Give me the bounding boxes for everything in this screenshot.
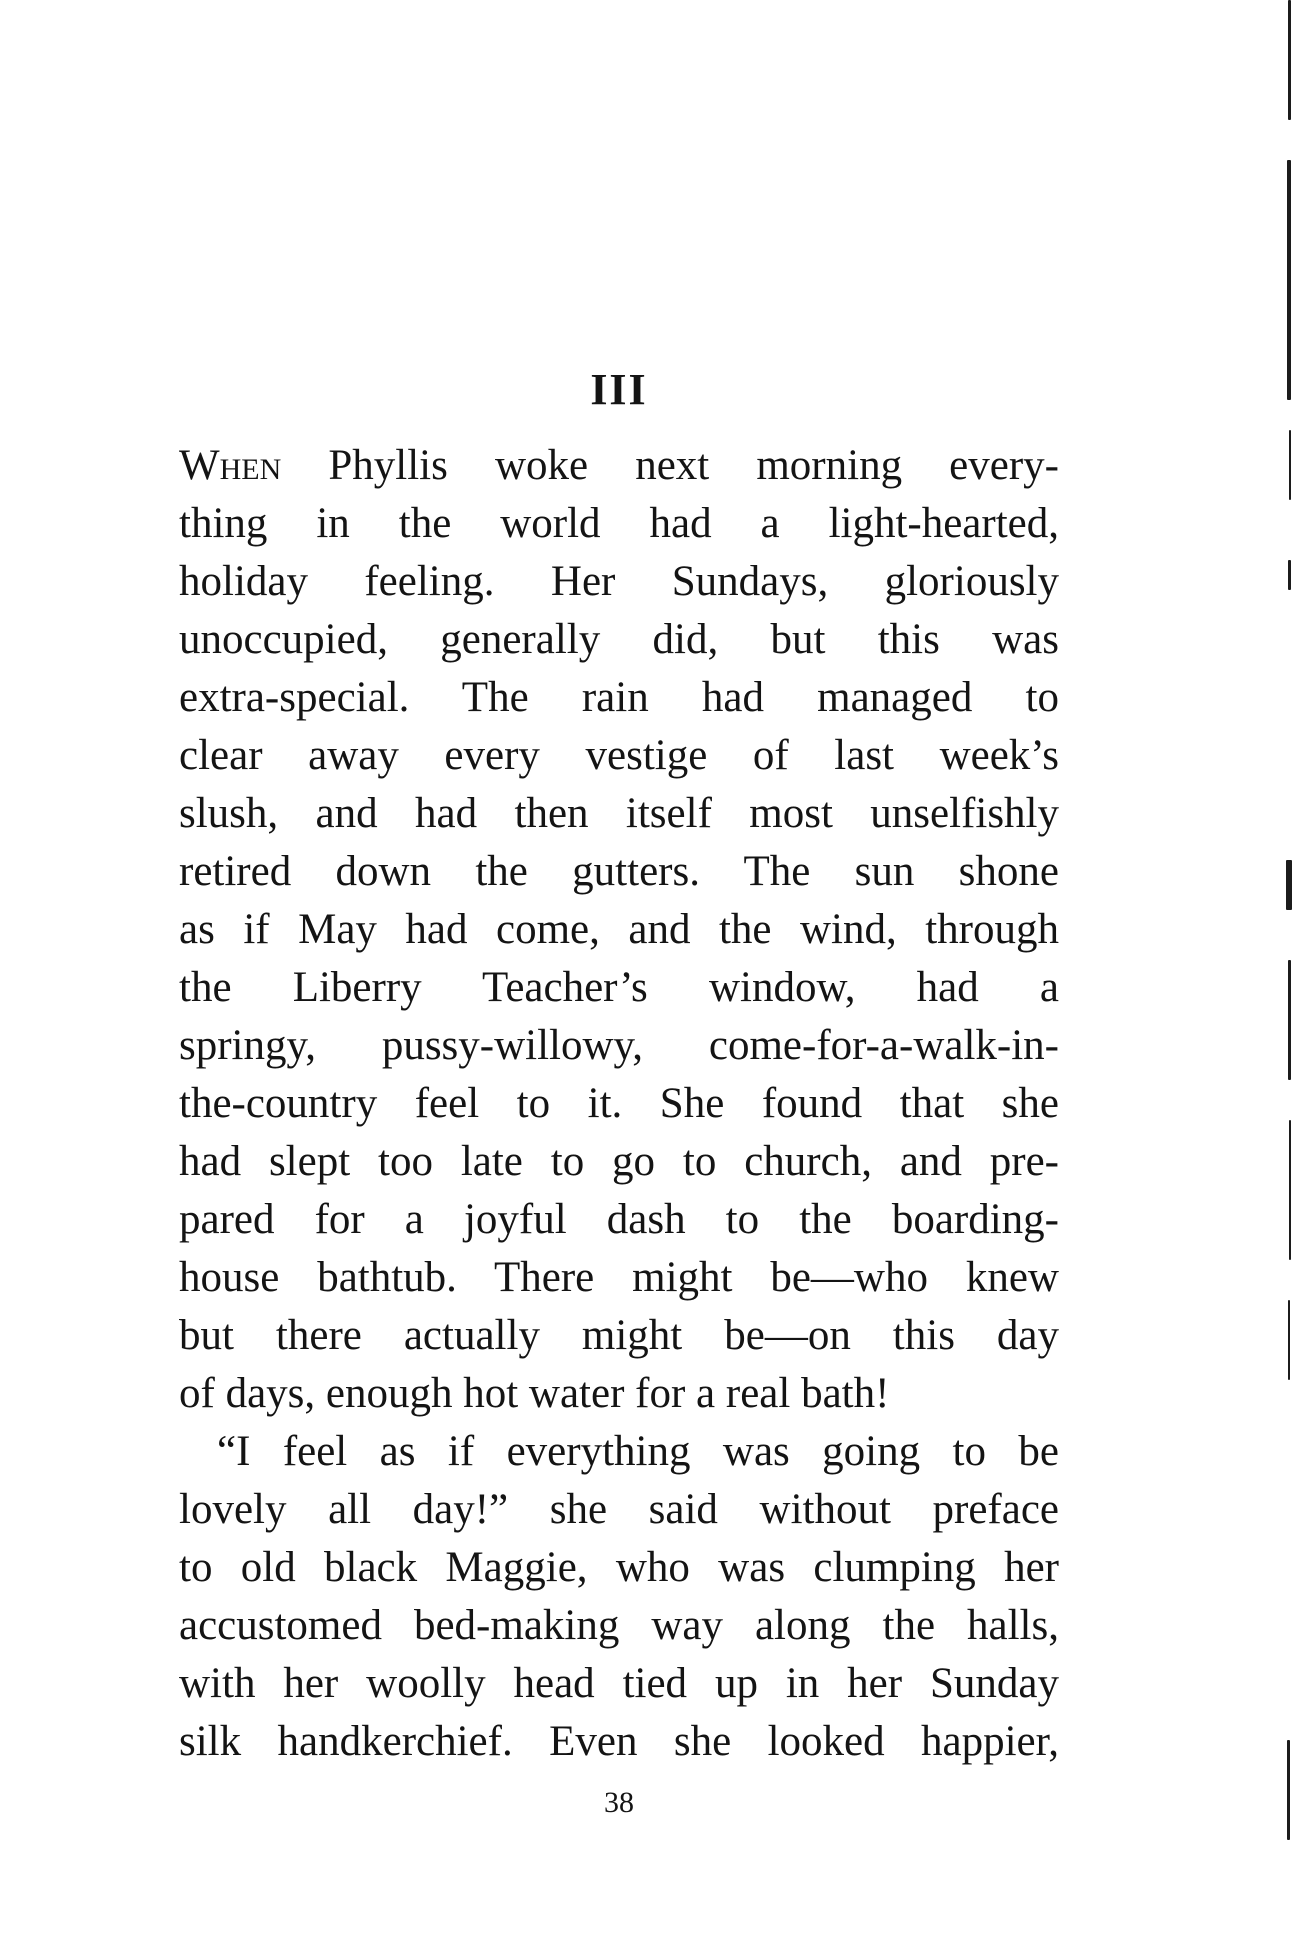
paragraph-1-line: but there actually might be—on this day	[179, 1312, 1059, 1359]
paragraph-2-line: to old black Maggie, who was clumping her	[179, 1544, 1059, 1591]
paragraph-1-line: house bathtub. There might be—who knew	[179, 1254, 1059, 1301]
paragraph-1-line: the Liberry Teacher’s window, had a	[179, 964, 1059, 1011]
paragraph-1-line: pared for a joyful dash to the boarding-	[179, 1196, 1059, 1243]
paragraph-1-line: of days, enough hot water for a real bath!	[179, 1370, 890, 1417]
paragraph-2-line: accustomed bed-making way along the halls,	[179, 1602, 1059, 1649]
paragraph-1-first-line: Phyllis woke next morning every-	[281, 442, 1059, 489]
page-number: 38	[604, 1786, 634, 1819]
paragraph-1-line: holiday feeling. Her Sundays, gloriously	[179, 558, 1059, 605]
paragraph-2-line: “I feel as if everything was going to be	[217, 1428, 1059, 1475]
chapter-heading: III	[590, 365, 648, 414]
paragraph-1-line: retired down the gutters. The sun shone	[179, 848, 1059, 895]
page-binding-edge	[1283, 0, 1295, 1956]
paragraph-1-line: springy, pussy-willowy, come-for-a-walk-in-	[179, 1022, 1059, 1069]
paragraph-2-line: with her woolly head tied up in her Sunday	[179, 1660, 1059, 1707]
paragraph-1-line: slush, and had then itself most unselfishly	[179, 790, 1059, 837]
paragraph-1-line	[179, 437, 1059, 495]
paragraph-1-line: thing in the world had a light-hearted,	[179, 500, 1059, 547]
paragraph-1-line: unoccupied, generally did, but this was	[179, 616, 1059, 663]
paragraph-2-line: lovely all day!” she said without preface	[179, 1486, 1059, 1533]
paragraph-1-line: extra-special. The rain had managed to	[179, 674, 1059, 721]
paragraph-1-line: the-country feel to it. She found that she	[179, 1080, 1059, 1127]
paragraph-1-line: as if May had come, and the wind, through	[179, 906, 1059, 953]
paragraph-1-line: clear away every vestige of last week’s	[179, 732, 1059, 779]
paragraph-2-line: silk handkerchief. Even she looked happier,	[179, 1718, 1059, 1765]
paragraph-1-line: had slept too late to go to church, and pre-	[179, 1138, 1059, 1185]
body-text	[179, 437, 1059, 1771]
paragraph-lead-word: When	[179, 442, 282, 489]
